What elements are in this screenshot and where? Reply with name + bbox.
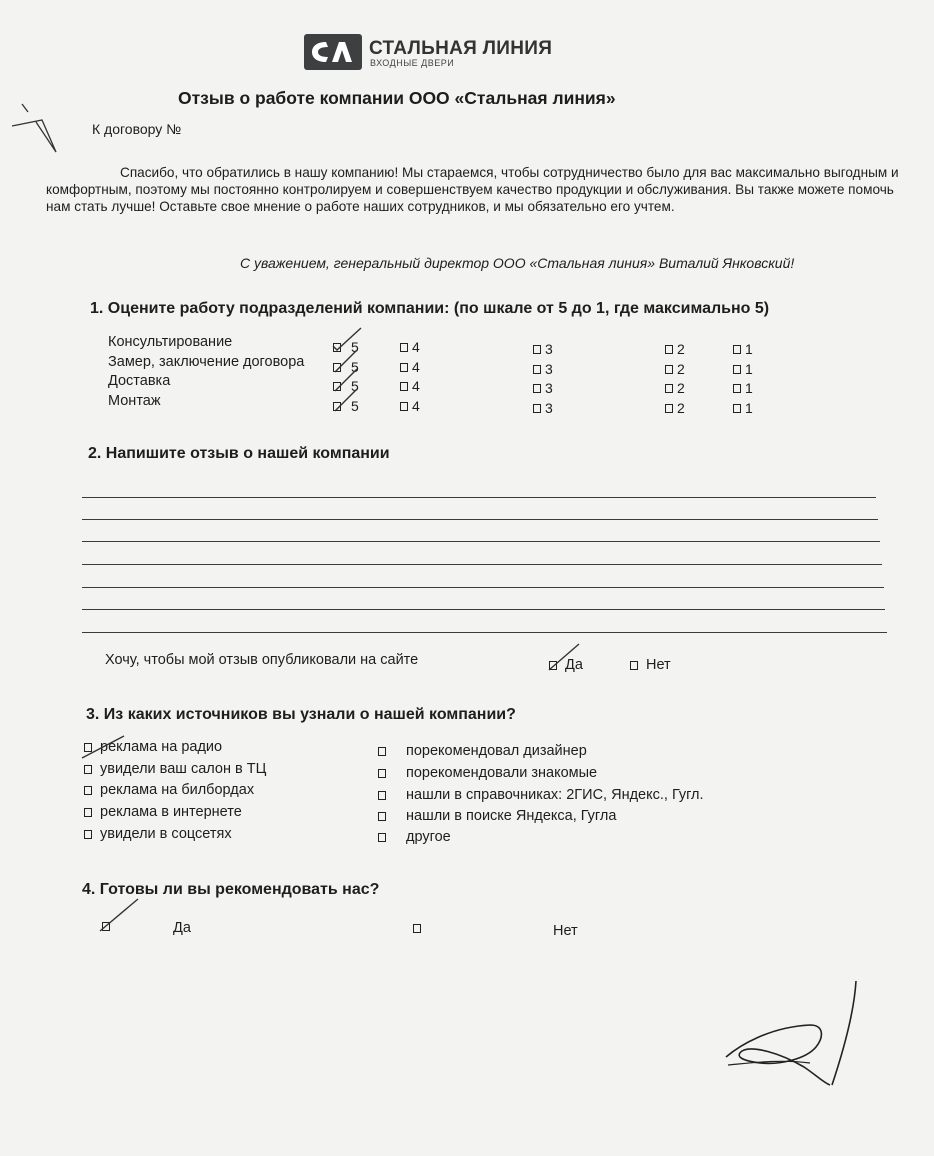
- q1-rating-option[interactable]: [533, 341, 553, 357]
- rating-value: 3: [545, 361, 553, 377]
- rating-checkbox[interactable]: [333, 382, 341, 391]
- publish-no-checkbox[interactable]: [630, 661, 638, 670]
- source-label: реклама на билбордах: [100, 782, 255, 798]
- rating-checkbox[interactable]: [533, 365, 541, 374]
- source-checkbox[interactable]: [84, 765, 92, 774]
- rating-value: 5: [351, 359, 359, 375]
- source-option[interactable]: [84, 761, 266, 777]
- q1-rating-option[interactable]: [400, 378, 420, 394]
- source-checkbox[interactable]: [84, 808, 92, 817]
- rating-checkbox[interactable]: [533, 384, 541, 393]
- rating-value: 2: [677, 361, 685, 377]
- rating-value: 3: [545, 380, 553, 396]
- rating-value: 2: [677, 380, 685, 396]
- source-option[interactable]: [378, 743, 587, 759]
- rating-value: 4: [412, 398, 420, 414]
- q1-rating-option[interactable]: [333, 359, 359, 375]
- q1-heading: 1. Оцените работу подразделений компании: (по шкале от 5 до 1, где максимально 5): [90, 300, 770, 317]
- rating-checkbox[interactable]: [533, 345, 541, 354]
- source-label: порекомендовали знакомые: [406, 765, 598, 781]
- rating-value: 5: [351, 398, 359, 414]
- source-label: порекомендовал дизайнер: [406, 743, 587, 759]
- source-option[interactable]: [378, 765, 597, 781]
- publish-no-label: Нет: [646, 657, 671, 673]
- source-label: реклама в интернете: [100, 804, 242, 820]
- q1-rating-option[interactable]: [733, 341, 753, 357]
- q1-row-label: Консультирование: [108, 334, 233, 350]
- source-checkbox[interactable]: [84, 743, 92, 752]
- q1-rating-option[interactable]: [733, 380, 753, 396]
- logo-company-name: СТАЛЬНАЯ ЛИНИЯ: [369, 38, 553, 59]
- q1-rating-option[interactable]: [533, 400, 553, 416]
- source-checkbox[interactable]: [378, 812, 386, 821]
- rating-value: 1: [745, 341, 753, 357]
- rating-checkbox[interactable]: [333, 343, 341, 352]
- rating-checkbox[interactable]: [333, 363, 341, 372]
- publish-no-option[interactable]: [630, 657, 671, 673]
- source-checkbox[interactable]: [84, 786, 92, 795]
- publish-yes-checkbox[interactable]: [549, 661, 557, 670]
- intro-text: Спасибо, что обратились в нашу компанию! Мы стараемся, чтобы сотрудничество было для вас максимально выгодным и комфортным, поэтому мы постоянно контролируем и совершенствуем качество продукции и обслуживания. Вы также можете помочь нам стать лучше! Оставьте свое мнение о работе наших сотрудников, и мы обязательно его учтем.: [46, 165, 899, 214]
- company-logo-mark: [304, 34, 362, 70]
- q1-rating-option[interactable]: [333, 378, 359, 394]
- review-line[interactable]: [82, 587, 884, 588]
- q1-rating-option[interactable]: [733, 361, 753, 377]
- q1-rating-option[interactable]: [665, 361, 685, 377]
- rating-checkbox[interactable]: [400, 382, 408, 391]
- rating-value: 1: [745, 380, 753, 396]
- publish-question: Хочу, чтобы мой отзыв опубликовали на сайте: [105, 652, 419, 668]
- recommend-yes-label: Да: [173, 920, 191, 936]
- source-checkbox[interactable]: [378, 791, 386, 800]
- rating-checkbox[interactable]: [665, 365, 673, 374]
- rating-value: 3: [545, 341, 553, 357]
- source-label: реклама на радио: [100, 739, 223, 755]
- logo-emblem-icon: [308, 38, 358, 66]
- source-option[interactable]: [84, 826, 232, 842]
- rating-checkbox[interactable]: [665, 384, 673, 393]
- q1-rating-option[interactable]: [733, 400, 753, 416]
- review-line[interactable]: [82, 519, 878, 520]
- rating-checkbox[interactable]: [533, 404, 541, 413]
- review-line[interactable]: [82, 609, 885, 610]
- rating-checkbox[interactable]: [333, 402, 341, 411]
- rating-value: 5: [351, 339, 359, 355]
- q1-rating-option[interactable]: [665, 341, 685, 357]
- rating-checkbox[interactable]: [733, 365, 741, 374]
- rating-value: 4: [412, 339, 420, 355]
- rating-value: 5: [351, 378, 359, 394]
- source-label: увидели в соцсетях: [100, 826, 232, 842]
- q1-rating-option[interactable]: [400, 359, 420, 375]
- rating-value: 3: [545, 400, 553, 416]
- q1-rating-option[interactable]: [400, 339, 420, 355]
- rating-value: 2: [677, 400, 685, 416]
- document-title: Отзыв о работе компании ООО «Стальная линия»: [178, 88, 616, 108]
- source-option[interactable]: [84, 739, 222, 755]
- rating-value: 1: [745, 361, 753, 377]
- source-option[interactable]: [84, 782, 254, 798]
- recommend-yes-option[interactable]: [102, 922, 110, 931]
- q1-rating-option[interactable]: [533, 380, 553, 396]
- q4-heading: 4. Готовы ли вы рекомендовать нас?: [82, 881, 380, 898]
- q1-row-label: Замер, заключение договора: [108, 354, 305, 370]
- review-line[interactable]: [82, 497, 876, 498]
- rating-checkbox[interactable]: [733, 345, 741, 354]
- intro-paragraph: [46, 164, 904, 215]
- logo-tagline: ВХОДНЫЕ ДВЕРИ: [370, 58, 455, 68]
- publish-yes-option[interactable]: [549, 657, 583, 673]
- review-line[interactable]: [82, 632, 887, 633]
- rating-checkbox[interactable]: [733, 384, 741, 393]
- q2-heading: 2. Напишите отзыв о нашей компании: [88, 445, 390, 462]
- source-label: увидели ваш салон в ТЦ: [100, 761, 267, 777]
- review-line[interactable]: [82, 564, 882, 565]
- director-signature-line: С уважением, генеральный директор ООО «Стальная линия» Виталий Янковский!: [240, 255, 795, 271]
- rating-value: 1: [745, 400, 753, 416]
- q1-row-label: Монтаж: [108, 393, 161, 409]
- source-label: нашли в поиске Яндекса, Гугла: [406, 808, 617, 824]
- rating-checkbox[interactable]: [400, 402, 408, 411]
- rating-checkbox[interactable]: [400, 363, 408, 372]
- q3-heading: 3. Из каких источников вы узнали о нашей компании?: [86, 706, 516, 723]
- q1-rating-option[interactable]: [665, 400, 685, 416]
- pen-scribble-icon: [8, 100, 58, 155]
- source-label: нашли в справочниках: 2ГИС, Яндекс., Гугл.: [406, 787, 704, 803]
- recommend-yes-checkbox[interactable]: [102, 922, 110, 931]
- publish-yes-label: Да: [565, 657, 583, 673]
- source-option[interactable]: [378, 829, 451, 845]
- source-checkbox[interactable]: [84, 830, 92, 839]
- source-option[interactable]: [378, 808, 616, 824]
- q1-row-label: Доставка: [108, 373, 171, 389]
- rating-checkbox[interactable]: [665, 404, 673, 413]
- recommend-no-option[interactable]: [413, 924, 421, 933]
- rating-checkbox[interactable]: [733, 404, 741, 413]
- source-checkbox[interactable]: [378, 833, 386, 842]
- recommend-no-label: Нет: [553, 923, 578, 939]
- rating-checkbox[interactable]: [400, 343, 408, 352]
- rating-value: 4: [412, 359, 420, 375]
- recommend-no-checkbox[interactable]: [413, 924, 421, 933]
- source-checkbox[interactable]: [378, 769, 386, 778]
- source-label: другое: [406, 829, 451, 845]
- q1-rating-option[interactable]: [400, 398, 420, 414]
- rating-value: 2: [677, 341, 685, 357]
- source-checkbox[interactable]: [378, 747, 386, 756]
- rating-checkbox[interactable]: [665, 345, 673, 354]
- q1-rating-option[interactable]: [533, 361, 553, 377]
- source-option[interactable]: [378, 787, 704, 803]
- contract-number-label: К договору №: [92, 121, 182, 137]
- q1-rating-option[interactable]: [333, 339, 359, 355]
- rating-value: 4: [412, 378, 420, 394]
- handwritten-signature: [720, 975, 870, 1095]
- review-line[interactable]: [82, 541, 880, 542]
- source-option[interactable]: [84, 804, 242, 820]
- q1-rating-option[interactable]: [665, 380, 685, 396]
- q1-rating-option[interactable]: [333, 398, 359, 414]
